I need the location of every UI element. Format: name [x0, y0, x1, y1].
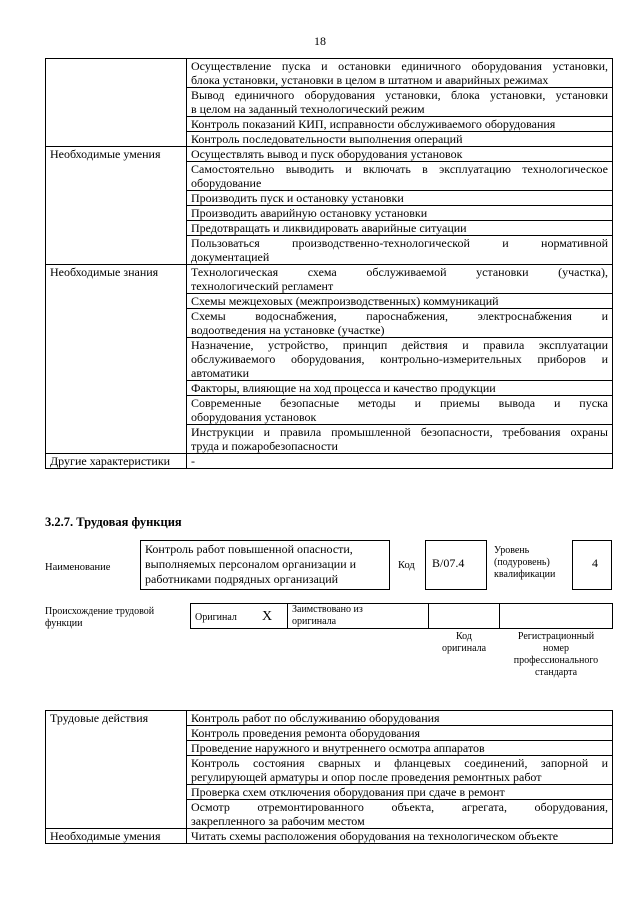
table-row [46, 454, 613, 469]
row-text-line: Осмотр отремонтированного объекта, агрегата, оборудования, [191, 800, 608, 814]
function-name-value: Контроль работ повышенной опасности, выполняемых персоналом организации и работниками подрядных организаций [145, 542, 357, 586]
original-code-caption: Код оригинала [441, 631, 487, 654]
level-value: 4 [592, 556, 598, 570]
row-content [187, 829, 613, 844]
borrowed-label: Заимствовано из оригинала [292, 604, 363, 627]
row-content [187, 396, 613, 425]
row-label: Необходимые умения [46, 147, 187, 265]
row-content [187, 236, 613, 265]
row-text-line: Технологическая схема обслуживаемой установки (участка), [191, 265, 608, 279]
row-text-line: технологический регламент [191, 279, 334, 293]
row-text-line: Современные безопасные методы и приемы вывода и пуска [191, 396, 608, 410]
row-text-line: закрепленного за рабочим местом [191, 814, 365, 828]
row-text-line: Самостоятельно выводить и включать в эксплуатацию технологическое [191, 162, 608, 176]
row-text-line: Контроль проведения ремонта оборудования [191, 726, 421, 740]
row-content [187, 132, 613, 147]
table-row [46, 147, 613, 162]
code-label: Код [398, 560, 415, 571]
row-text-line: оборудование [191, 176, 262, 190]
row-text-line: регулирующей арматуры и опор после проведения ремонтных работ [191, 770, 542, 784]
row-text-line: труда и пожаробезопасности [191, 439, 338, 453]
registration-number-box [499, 603, 613, 629]
row-text-line: Вывод единичного оборудования установки, блока установки, установки [191, 88, 608, 102]
registration-caption: Регистрационный номер профессионального стандарта [513, 631, 599, 678]
row-text-line: Производить аварийную остановку установки [191, 206, 428, 220]
row-text-line: оборудования установок [191, 410, 317, 424]
row-content [187, 294, 613, 309]
row-text-line: блока установки, установки в целом в штатном и аварийных режимах [191, 73, 549, 87]
row-content [187, 162, 613, 191]
row-text-line: обслуживаемого оборудования, контрольно-измерительных приборов и [191, 352, 608, 366]
row-text-line: Схемы межцеховых (межпроизводственных) коммуникаций [191, 294, 499, 308]
row-content [187, 800, 613, 829]
row-text-line: - [191, 454, 195, 468]
row-content [187, 711, 613, 726]
row-content [187, 191, 613, 206]
row-content [187, 206, 613, 221]
row-text-line: Читать схемы расположения оборудования на технологическом объекте [191, 829, 559, 843]
row-text-line: в целом на заданный технологический режим [191, 102, 425, 116]
row-content [187, 381, 613, 396]
table-row [46, 711, 613, 726]
row-content [187, 309, 613, 338]
row-text-line: автоматики [191, 366, 249, 380]
row-text-line: Контроль состояния сварных и фланцевых соединений, запорной и [191, 756, 608, 770]
row-label: Другие характеристики [46, 454, 187, 469]
row-content [187, 425, 613, 454]
name-label: Наименование [45, 562, 111, 573]
row-content [187, 265, 613, 294]
row-text-line: Инструкции и правила промышленной безопасности, требования охраны [191, 425, 608, 439]
row-content [187, 454, 613, 469]
row-text-line: Контроль работ по обслуживанию оборудования [191, 711, 440, 725]
row-text-line: Осуществлять вывод и пуск оборудования установок [191, 147, 463, 161]
row-text-line: Производить пуск и остановку установки [191, 191, 404, 205]
row-content [187, 221, 613, 236]
row-label [46, 59, 187, 147]
row-text-line: Факторы, влияющие на ход процесса и качество продукции [191, 381, 496, 395]
row-label: Необходимые знания [46, 265, 187, 454]
competency-table-1 [45, 58, 613, 469]
row-content [187, 88, 613, 117]
row-text-line: Схемы водоснабжения, пароснабжения, электроснабжения и [191, 309, 608, 323]
row-content [187, 785, 613, 800]
row-text-line: документацией [191, 250, 270, 264]
code-value: B/07.4 [432, 556, 465, 570]
table-row [46, 59, 613, 88]
row-text-line: водоотведения на установке (участке) [191, 323, 385, 337]
origin-label: Происхождение трудовой функции [45, 606, 155, 629]
row-text-line: Осуществление пуска и остановки единичного оборудования установки, [191, 59, 608, 73]
row-text-line: Назначение, устройство, принцип действия и правила эксплуатации [191, 338, 608, 352]
original-mark: X [262, 609, 273, 624]
row-content [187, 756, 613, 785]
competency-table-2 [45, 710, 613, 844]
original-code-box [428, 603, 500, 629]
row-content [187, 338, 613, 381]
table-row [46, 829, 613, 844]
row-text-line: Проведение наружного и внутреннего осмотра аппаратов [191, 741, 485, 755]
row-text-line: Предотвращать и ликвидировать аварийные ситуации [191, 221, 467, 235]
row-label: Необходимые умения [46, 829, 187, 844]
section-title: 3.2.7. Трудовая функция [45, 515, 182, 529]
row-content [187, 726, 613, 741]
row-content [187, 741, 613, 756]
row-label: Трудовые действия [46, 711, 187, 829]
row-content [187, 147, 613, 162]
table-row [46, 265, 613, 294]
row-content [187, 117, 613, 132]
row-content [187, 59, 613, 88]
original-label: Оригинал [195, 612, 237, 623]
page-number: 18 [314, 34, 326, 48]
row-text-line: Проверка схем отключения оборудования при сдаче в ремонт [191, 785, 505, 799]
row-text-line: Контроль показаний КИП, исправности обслуживаемого оборудования [191, 117, 556, 131]
row-text-line: Контроль последовательности выполнения операций [191, 132, 463, 146]
level-label: Уровень (подуровень) квалификации [494, 545, 556, 580]
row-text-line: Пользоваться производственно-технологической и нормативной [191, 236, 608, 250]
